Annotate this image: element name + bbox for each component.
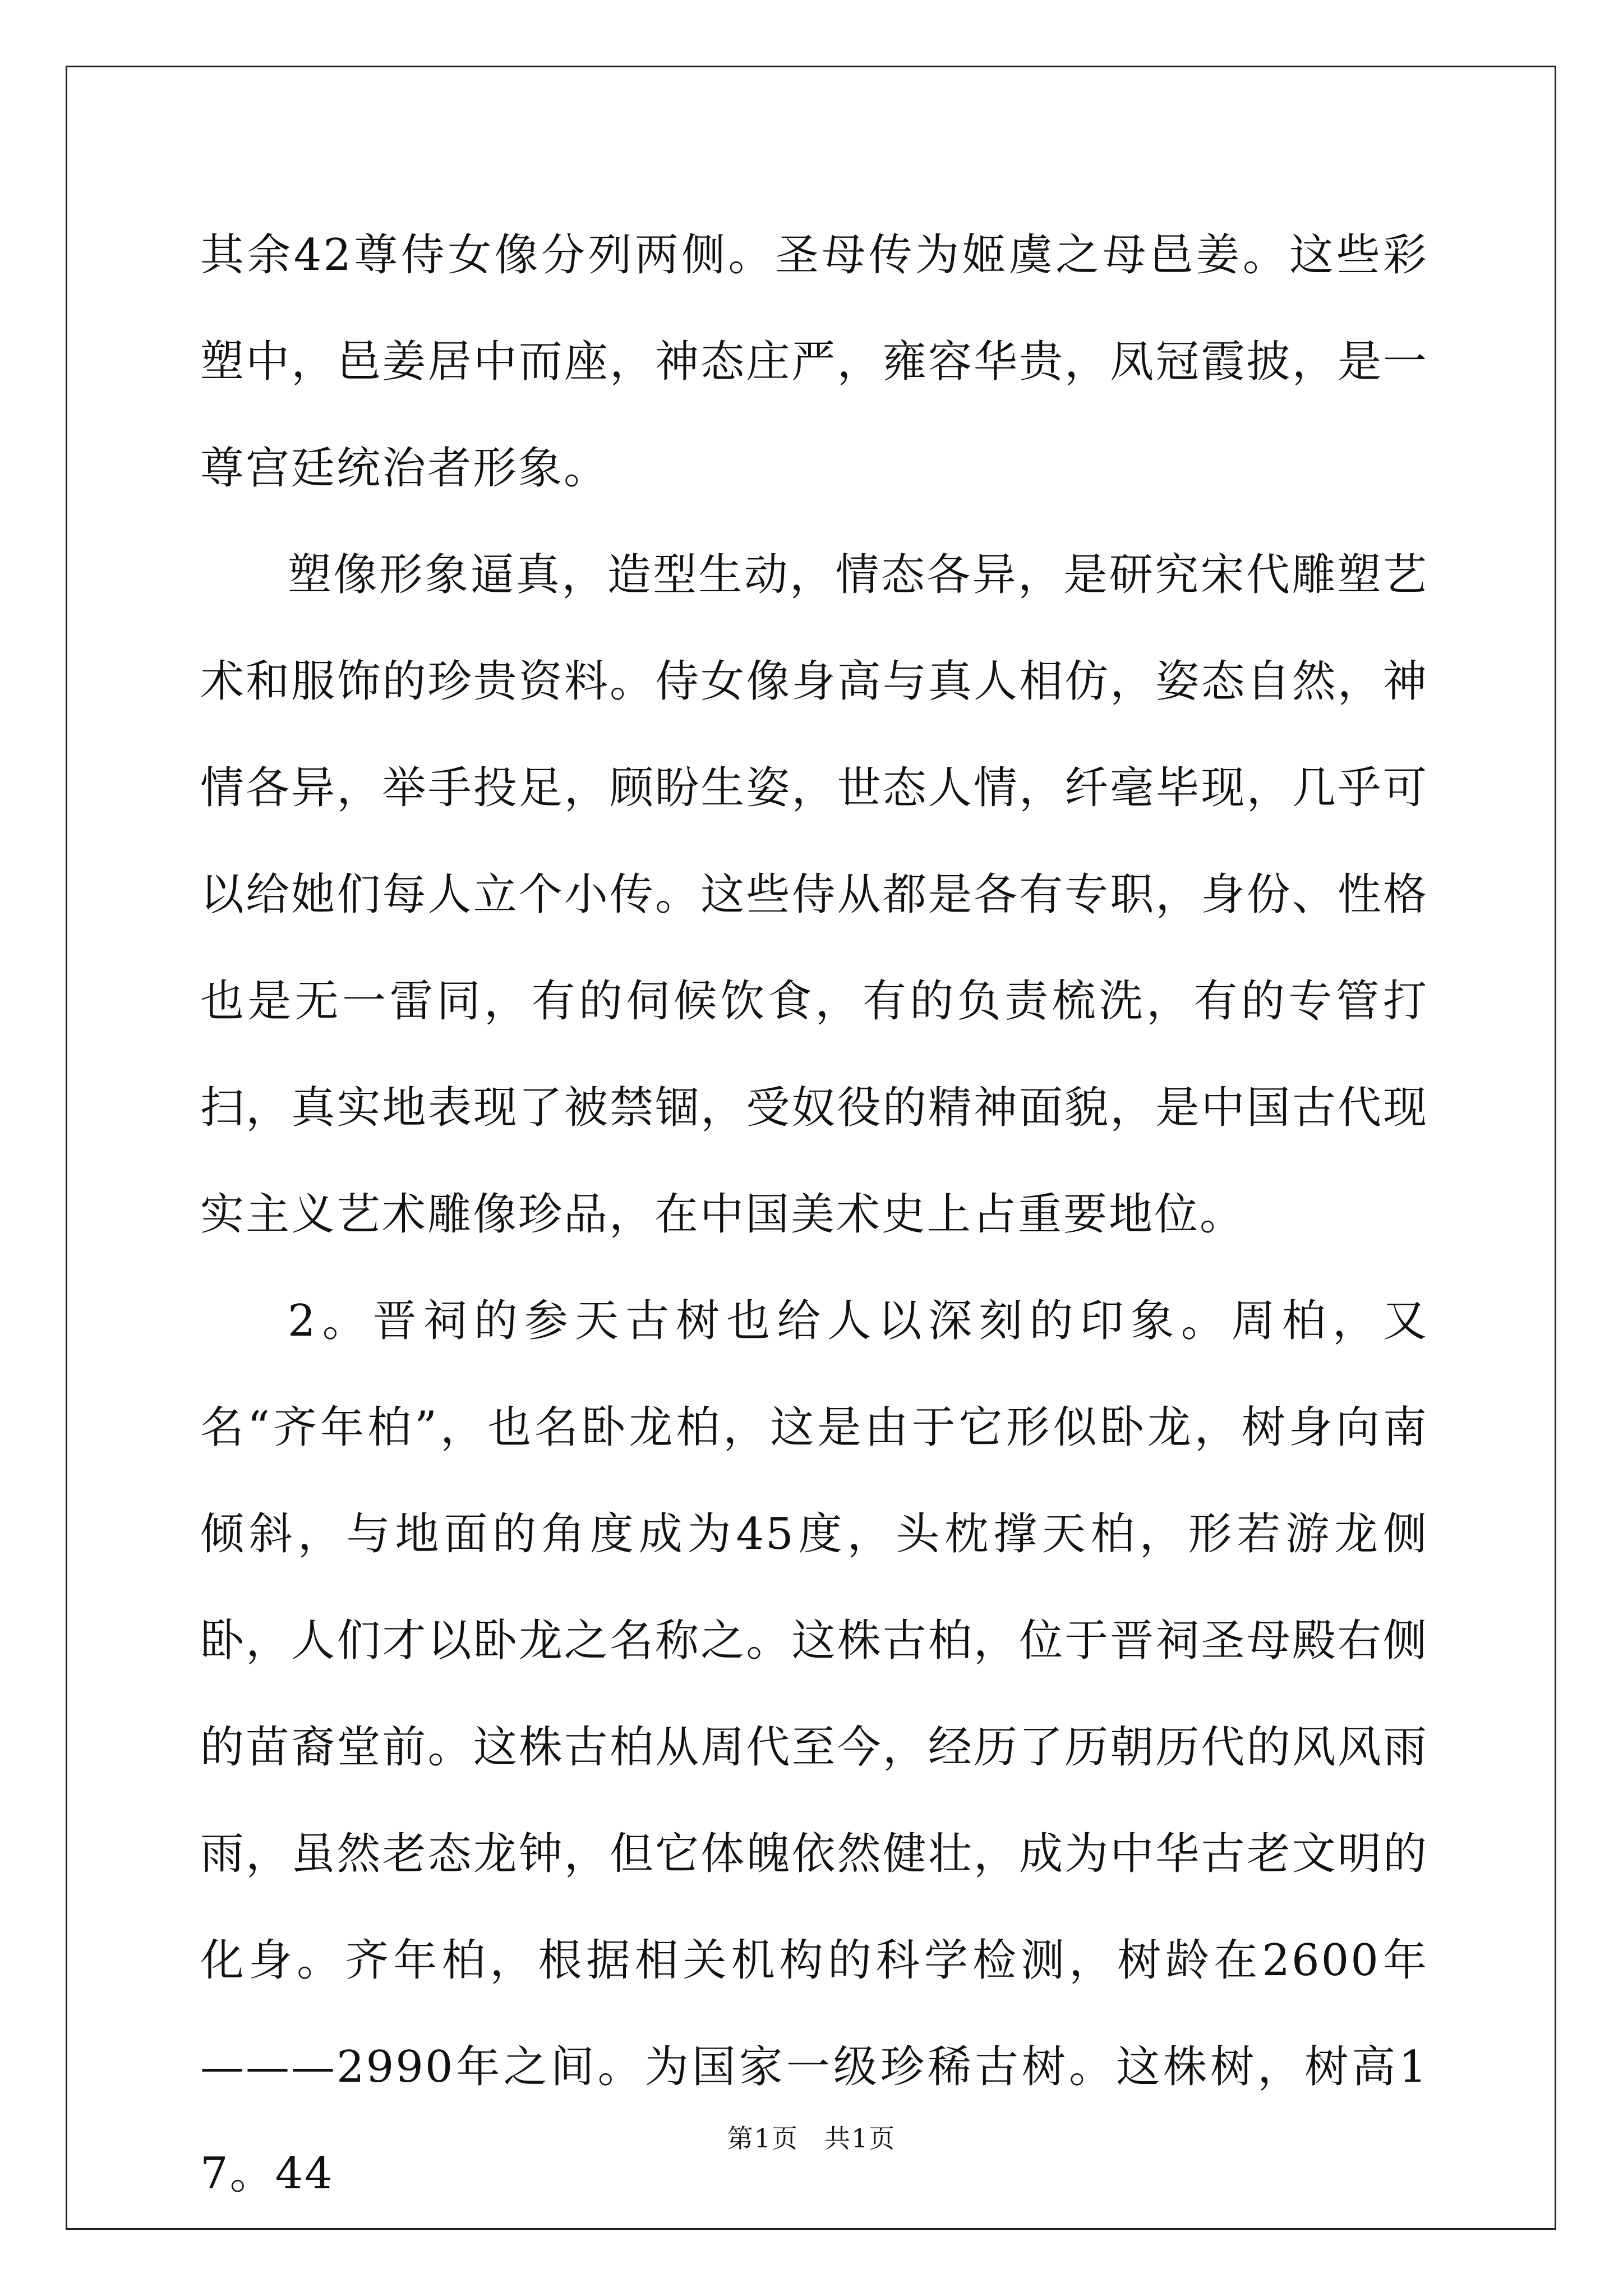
page-number-total: 共1页 (824, 2123, 896, 2154)
paragraph-2: 塑像形象逼真，造型生动，情态各异，是研究宋代雕塑艺术和服饰的珍贵资料。侍女像身高与真人相仿，姿态自然，神情各异，举手投足，顾盼生姿，世态人情，纤毫毕现，几乎可以给她们每人立个小传。这些侍从都是各有专职，身份、性格也是无一雷同，有的伺候饮食，有的负责梳洗，有的专管打扫，真实地表现了被禁锢，受奴役的精神面貌，是中国古代现实主义艺术雕像珍品，在中国美术史上占重要地位。 (200, 550, 1428, 1240)
paragraph-1: 其余42尊侍女像分列两侧。圣母传为姬虞之母邑姜。这些彩塑中，邑姜居中而座，神态庄严，雍容华贵，凤冠霞披，是一尊宫廷统治者形象。 (200, 230, 1428, 494)
page-number-current: 第1页 (727, 2123, 799, 2154)
page-footer (0, 2122, 1623, 2155)
paragraph-3: 2。晋祠的参天古树也给人以深刻的印象。周柏，又名“齐年柏”，也名卧龙柏，这是由于它形似卧龙，树身向南倾斜，与地面的角度成为45度，头枕撑天柏，形若游龙侧卧，人们才以卧龙之名称之。这株古柏，位于晋祠圣母殿右侧的苗裔堂前。这株古柏从周代至今，经历了历朝历代的风风雨雨，虽然老态龙钟，但它体魄依然健壮，成为中华古老文明的化身。齐年柏，根据相关机构的科学检测，树龄在2600年———2990年之间。为国家一级珍稀古树。这株树，树高17。44 (200, 1296, 1428, 2199)
document-body (200, 202, 1428, 2227)
